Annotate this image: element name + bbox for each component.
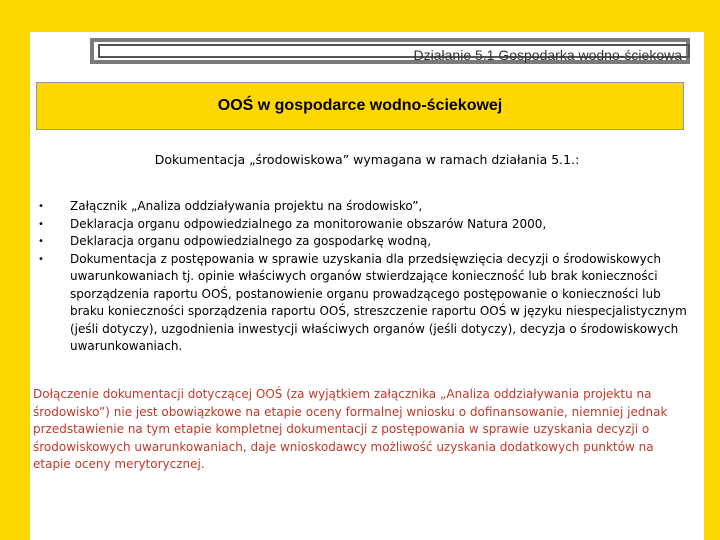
slide-subtitle: Dokumentacja „środowiskowa” wymagana w ramach działania 5.1.: — [154, 152, 580, 167]
list-item-text: Dokumentacja z postępowania w sprawie uzyskania dla przedsięwzięcia decyzji o środowiskowych uwarunkowaniach tj. opinie właściwych organów stwierdzające konieczność lub brak konieczności sporządzenia raportu OOŚ, postanowienie organu prowadzącego postępowanie o konieczności lub braku konieczności sporządzenia raportu OOŚ, streszczenie raportu OOŚ w języku niespecjalistycznym (jeśli dotyczy), uzgodnienia inwestycji właściwych organów (jeśli dotyczy), decyzja o środowiskowych uwarunkowaniach. — [70, 251, 687, 353]
header-title: Działanie 5.1 Gospodarka wodno-ściekowa — [98, 44, 690, 58]
slide-title: OOŚ w gospodarce wodno-ściekowej — [36, 82, 684, 130]
note-paragraph: Dołączenie dokumentacji dotyczącej OOŚ (za wyjątkiem załącznika „Analiza oddziaływania projektu na środowisko”) nie jest obowiązkowe na etapie oceny formalnej wniosku o dofinansowanie, niemniej jednak przedstawienie na tym etapie kompletnej dokumentacji z postępowania w sprawie uzyskania decyzji o środowiskowych uwarunkowaniach, daje wnioskodawcy możliwość uzyskania dodatkowych punktów na etapie oceny merytorycznej. — [33, 387, 668, 471]
bullet-icon: • — [38, 236, 44, 247]
list-item — [38, 216, 688, 234]
bullet-icon: • — [38, 218, 44, 230]
document-list — [38, 198, 688, 356]
list-item — [38, 198, 688, 216]
list-item-text: Deklaracja organu odpowiedzialnego za monitorowanie obszarów Natura 2000, — [70, 216, 547, 231]
list-item-text: Załącznik „Analiza oddziaływania projektu na środowisko”, — [70, 199, 423, 213]
list-item — [38, 233, 688, 251]
slide — [30, 32, 704, 540]
list-item — [38, 251, 688, 356]
list-item-text: Deklaracja organu odpowiedzialnego za gospodarkę wodną, — [70, 234, 432, 248]
bullet-icon: • — [38, 253, 44, 265]
bullet-icon: • — [38, 201, 44, 212]
header-box — [90, 38, 690, 64]
